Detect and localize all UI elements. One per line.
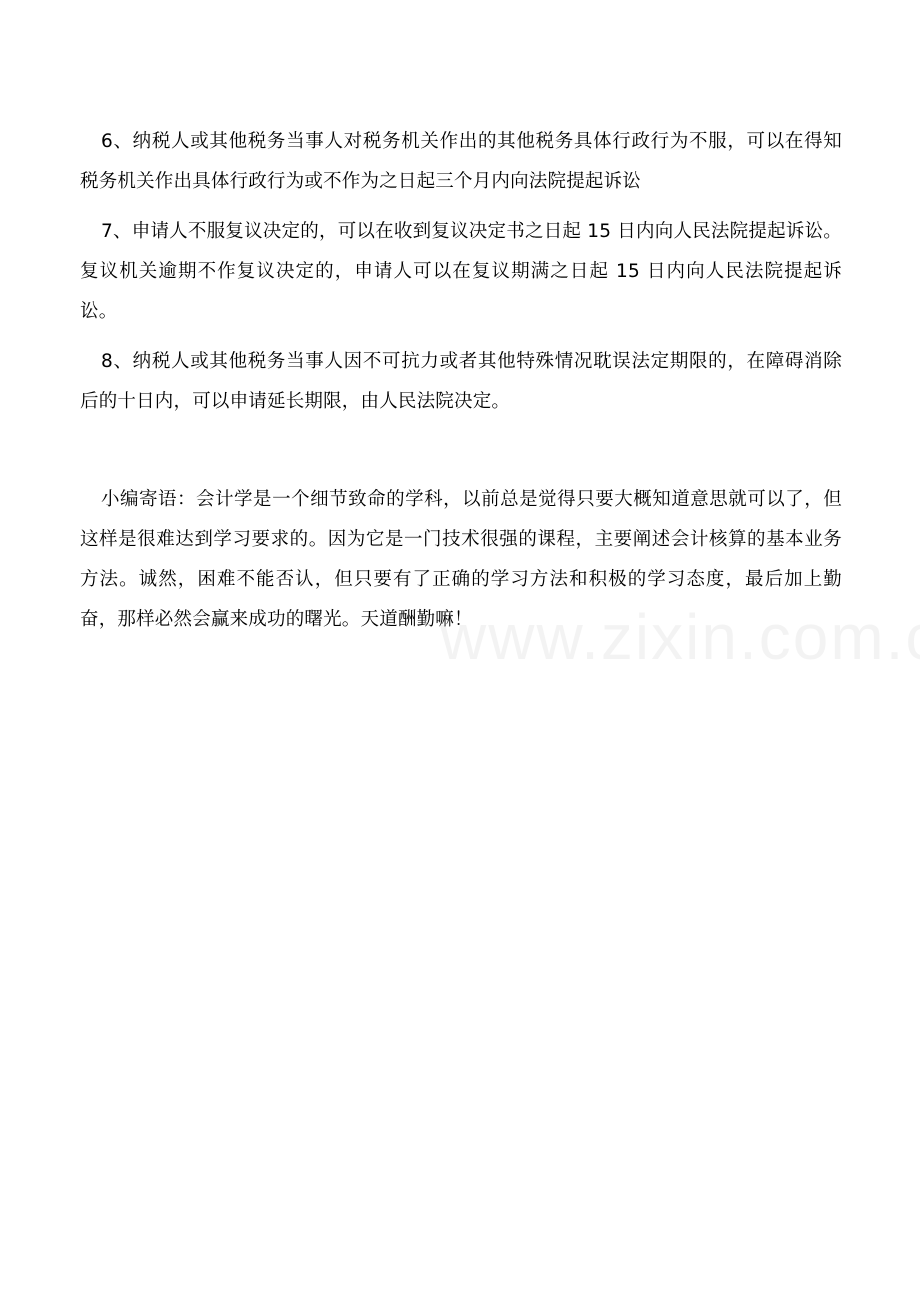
paragraph-item-8: 8、纳税人或其他税务当事人因不可抗力或者其他特殊情况耽误法定期限的，在障碍消除后的十日内，可以申请延长期限，由人民法院决定。	[80, 351, 842, 412]
section-spacer	[80, 422, 842, 480]
paragraph-spacer	[80, 332, 842, 342]
paragraph-item-6: 6、纳税人或其他税务当事人对税务机关作出的其他税务具体行政行为不服，可以在得知税务机关作出具体行政行为或不作为之日起三个月内向法院提起诉讼	[80, 131, 842, 192]
paragraph-spacer	[80, 202, 842, 212]
document-body	[80, 122, 842, 640]
paragraph-item-7: 7、申请人不服复议决定的，可以在收到复议决定书之日起 15 日内向人民法院提起诉讼。复议机关逾期不作复议决定的，申请人可以在复议期满之日起 15 日内向人民法院提起诉讼。	[80, 221, 842, 322]
editor-note: 小编寄语：会计学是一个细节致命的学科，以前总是觉得只要大概知道意思就可以了，但这样是很难达到学习要求的。因为它是一门技术很强的课程，主要阐述会计核算的基本业务方法。诚然，困难不能否认，但只要有了正确的学习方法和积极的学习态度，最后加上勤奋，那样必然会赢来成功的曙光。天道酬勤嘛！	[80, 489, 842, 630]
